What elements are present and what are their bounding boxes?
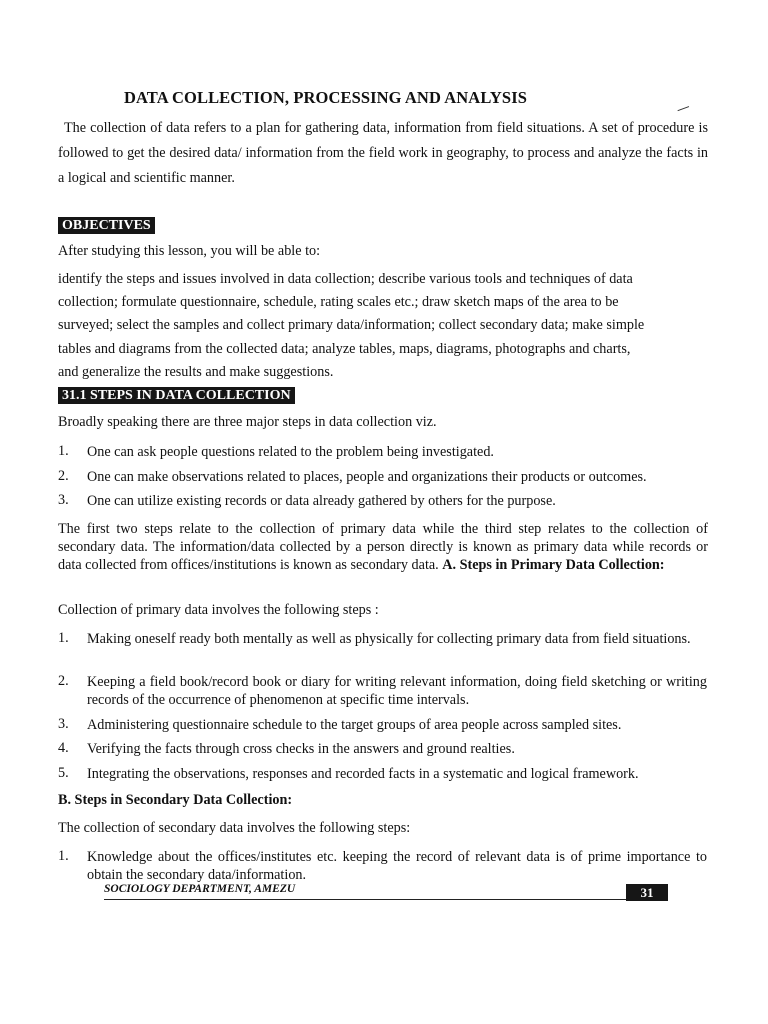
list-text: Making oneself ready both mentally as well as physically for collecting primary data from field situations.: [87, 631, 691, 647]
primary-secondary-paragraph: [58, 520, 708, 574]
list-number: 1.: [58, 443, 69, 459]
list-text: Verifying the facts through cross checks in the answers and ground realties.: [87, 741, 515, 757]
list-number: 1.: [58, 630, 69, 646]
list-text: One can utilize existing records or data already gathered by others for the purpose.: [87, 493, 556, 509]
section-heading-steps: 31.1 STEPS IN DATA COLLECTION: [58, 387, 295, 404]
objectives-lead: After studying this lesson, you will be able to:: [58, 243, 321, 259]
list-number: 2.: [58, 673, 69, 689]
subheading-secondary: B. Steps in Secondary Data Collection:: [58, 792, 293, 808]
list-number: 5.: [58, 765, 69, 781]
objectives-line: and generalize the results and make suggestions.: [58, 363, 334, 380]
list-text: One can make observations related to places, people and organizations their products or outcomes.: [87, 469, 647, 485]
list-number: 2.: [58, 468, 69, 484]
list-number: 4.: [58, 740, 69, 756]
secondary-lead: The collection of secondary data involves the following steps:: [58, 820, 411, 836]
list-text: Administering questionnaire schedule to the target groups of area people across sampled sites.: [87, 717, 622, 733]
paragraph-text: The first two steps relate to the collection of primary data while the third step relates to the collection of secondary data. The information/data collected by a person directly is known as primary data while records or data collected from offices/institutions is known as secondary data.: [58, 521, 708, 573]
objectives-heading: OBJECTIVES: [58, 217, 155, 234]
list-text: Integrating the observations, responses and recorded facts in a systematic and logical framework.: [87, 766, 639, 782]
page-number: 31: [626, 884, 668, 901]
footer-department: SOCIOLOGY DEPARTMENT, AMEZU: [104, 883, 296, 895]
list-number: 3.: [58, 716, 69, 732]
objectives-line: collection; formulate questionnaire, schedule, rating scales etc.; draw sketch maps of the area to be: [58, 294, 619, 311]
steps-lead: Broadly speaking there are three major steps in data collection viz.: [58, 414, 437, 430]
list-text: One can ask people questions related to the problem being investigated.: [87, 444, 494, 460]
objectives-line: identify the steps and issues involved in data collection; describe various tools and techniques of data: [58, 271, 633, 287]
primary-lead: Collection of primary data involves the following steps :: [58, 602, 379, 618]
footer-divider: [104, 899, 668, 900]
objectives-line: tables and diagrams from the collected data; analyze tables, maps, diagrams, photographs and charts,: [58, 340, 631, 357]
objectives-text: [58, 268, 708, 384]
subheading-primary: A. Steps in Primary Data Collection:: [442, 557, 665, 573]
intro-paragraph: The collection of data refers to a plan for gathering data, information from field situations. A set of procedure is followed to get the desired data/ information from the field work in geography, to process and analyze the facts in a logical and scientific manner.: [58, 120, 708, 186]
list-text: Knowledge about the offices/institutes etc. keeping the record of relevant data is of prime importance to obtain the secondary data/information.: [87, 849, 707, 883]
list-text: Keeping a field book/record book or diary for writing relevant information, doing field sketching or writing records of the occurrence of phenomenon at specific time intervals.: [87, 674, 707, 708]
pen-mark: [678, 106, 691, 115]
objectives-line: surveyed; select the samples and collect primary data/information; collect secondary data; make simple: [58, 317, 645, 334]
page-title: DATA COLLECTION, PROCESSING AND ANALYSIS: [124, 88, 528, 107]
list-number: 1.: [58, 848, 69, 864]
list-number: 3.: [58, 492, 69, 508]
